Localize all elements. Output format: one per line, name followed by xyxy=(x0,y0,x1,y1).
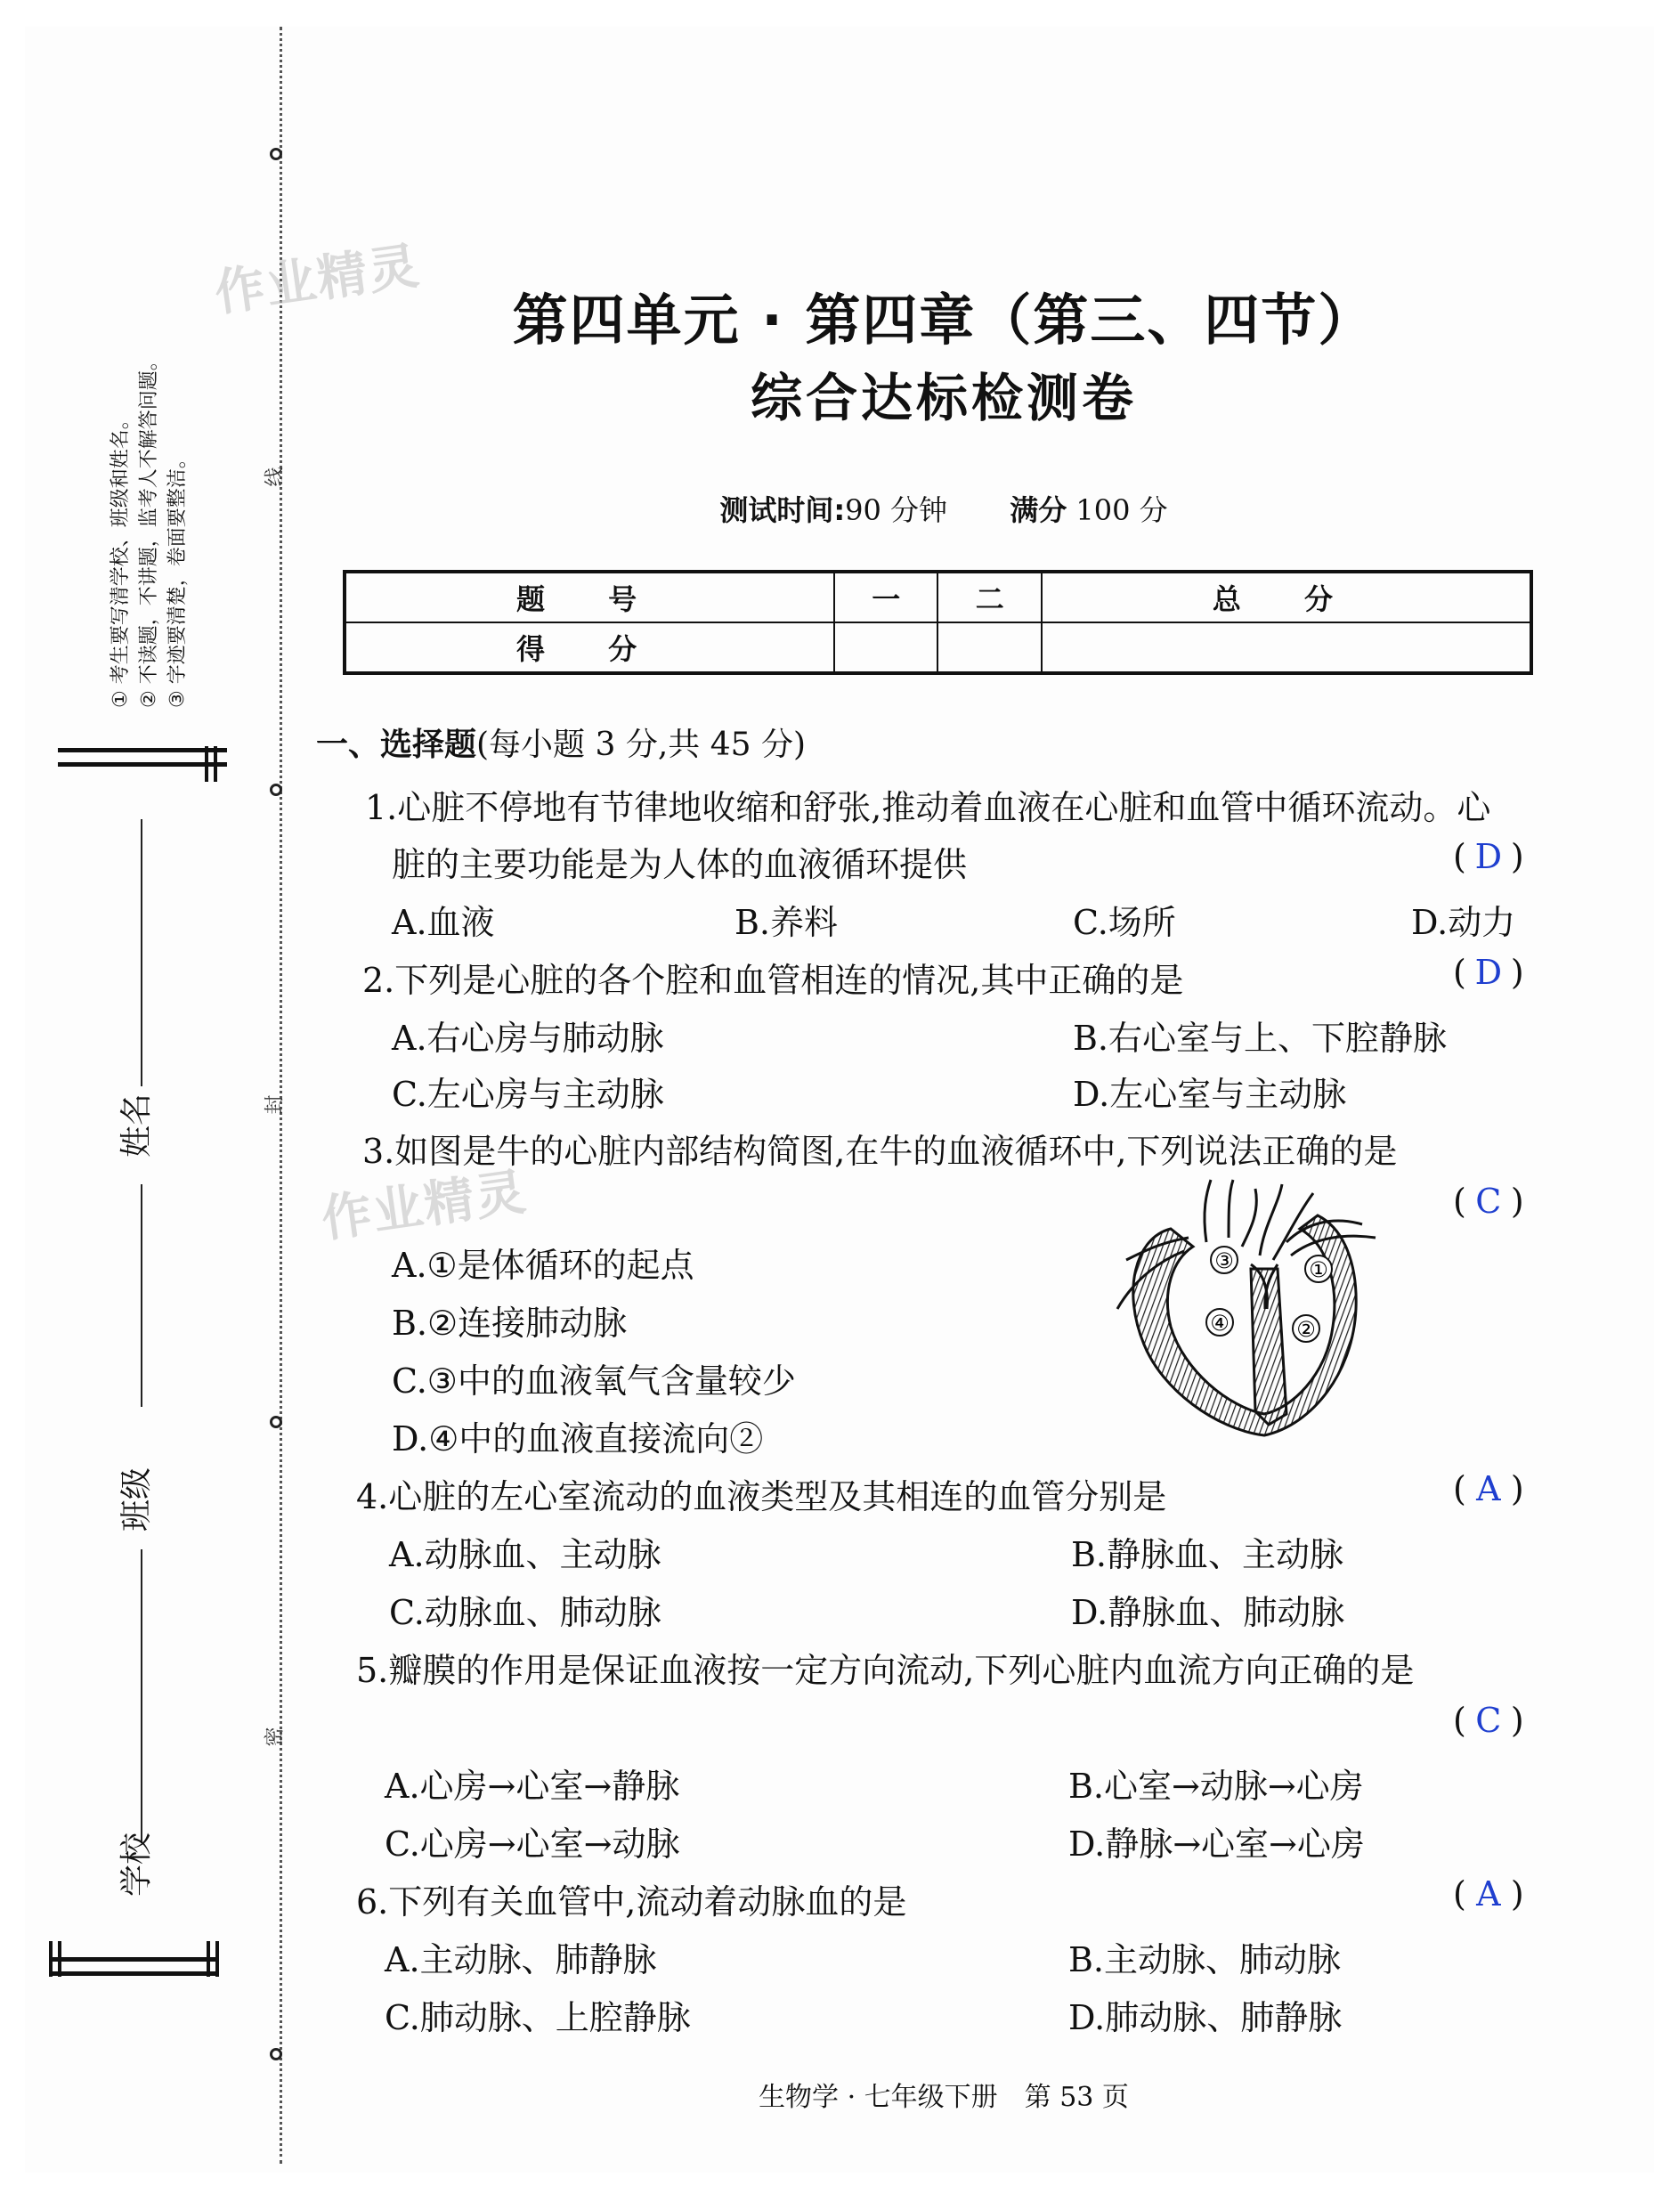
margin-double-bar xyxy=(58,762,227,767)
page-title-line1: 第四单元 · 第四章（第三、四节） xyxy=(512,288,1376,353)
watermark: 作业精灵 xyxy=(318,1163,532,1249)
question-3-option-b: B.②连接肺动脉 xyxy=(392,1304,628,1343)
question-3-line1: 3.如图是牛的心脏内部结构简图,在牛的血液循环中,下列说法正确的是 xyxy=(362,1132,1398,1171)
binding-hole xyxy=(270,784,282,796)
question-1-option-a: A.血液 xyxy=(392,903,495,942)
margin-double-bar xyxy=(49,1957,218,1962)
question-3-option-d: D.④中的血液直接流向② xyxy=(392,1419,764,1459)
margin-double-bar xyxy=(58,748,227,752)
question-5-option-c: C.心房→心室→动脉 xyxy=(385,1824,680,1864)
class-field-line[interactable] xyxy=(141,1549,142,1843)
margin-bar-mark xyxy=(205,746,208,782)
name-field-label: 姓名 xyxy=(118,1093,155,1158)
question-2-answer: ( D ) xyxy=(1453,953,1524,992)
score-header-cell: 二 xyxy=(937,572,1041,622)
margin-bar-mark xyxy=(207,1941,210,1977)
question-5-option-b: B.心室→动脉→心房 xyxy=(1068,1767,1364,1806)
cut-word-feng: 封 xyxy=(264,1094,287,1115)
cut-word-mi: 密 xyxy=(264,1727,287,1747)
question-4-line1: 4.心脏的左心室流动的血液类型及其相连的血管分别是 xyxy=(356,1477,1167,1516)
name-field-line[interactable] xyxy=(141,819,142,1086)
question-2-option-a: A.右心房与肺动脉 xyxy=(392,1019,664,1058)
exam-meta xyxy=(347,488,1540,529)
score-input-cell[interactable] xyxy=(1042,622,1531,673)
question-6-option-b: B.主动脉、肺动脉 xyxy=(1068,1940,1342,1979)
score-table xyxy=(343,570,1533,675)
question-6-option-c: C.肺动脉、上腔静脉 xyxy=(385,1998,691,2037)
binding-hole xyxy=(270,1416,282,1428)
answer-letter: D xyxy=(1474,953,1503,992)
question-6-option-d: D.肺动脉、肺静脉 xyxy=(1068,1998,1343,2037)
question-2-option-c: C.左心房与主动脉 xyxy=(392,1075,664,1114)
score-table-value-row xyxy=(345,622,1531,673)
watermark: 作业精灵 xyxy=(211,237,425,323)
margin-bar-mark xyxy=(214,746,217,782)
question-6-answer: ( A ) xyxy=(1453,1874,1524,1914)
question-1-option-b: B.养料 xyxy=(734,903,839,942)
heart-diagram xyxy=(1108,1175,1402,1442)
score-header-cell: 总 分 xyxy=(1042,572,1531,622)
binding-hole xyxy=(270,148,282,160)
margin-bar-mark xyxy=(215,1941,219,1977)
answer-letter: A xyxy=(1476,1469,1501,1508)
section-title: 一、选择题 xyxy=(316,727,477,763)
margin-double-bar xyxy=(49,1971,218,1976)
question-2-option-b: B.右心室与上、下腔静脉 xyxy=(1073,1019,1448,1058)
question-1-option-c: C.场所 xyxy=(1073,903,1176,942)
name-field-line[interactable] xyxy=(141,1184,142,1407)
class-field-label: 班级 xyxy=(118,1467,155,1532)
question-1-answer: ( D ) xyxy=(1453,837,1524,876)
question-2-option-d: D.左心室与主动脉 xyxy=(1073,1075,1347,1114)
question-4-option-c: C.动脉血、肺动脉 xyxy=(389,1593,661,1632)
score-label-cell: 得 分 xyxy=(345,622,834,673)
margin-bar-mark xyxy=(49,1941,53,1977)
question-4-option-d: D.静脉血、肺动脉 xyxy=(1071,1593,1345,1632)
answer-letter: C xyxy=(1475,1701,1502,1740)
question-4-option-a: A.动脉血、主动脉 xyxy=(389,1535,661,1574)
margin-bar-mark xyxy=(58,1941,61,1977)
page-footer: 生物学 · 七年级下册 第 53 页 xyxy=(759,2082,1129,2113)
cut-word-xian: 线 xyxy=(264,467,287,487)
answer-letter: C xyxy=(1475,1182,1502,1221)
question-3-option-a: A.①是体循环的起点 xyxy=(392,1246,694,1285)
figure-label-2: ② xyxy=(1296,1317,1316,1342)
note-2: ② 不读题，不讲题，监考人不解答问题。 xyxy=(138,351,160,708)
score-header-cell: 题 号 xyxy=(345,572,834,622)
answer-letter: D xyxy=(1474,837,1503,876)
question-6-option-a: A.主动脉、肺静脉 xyxy=(385,1940,657,1979)
school-field-label: 学校 xyxy=(118,1832,155,1897)
score-table-header-row xyxy=(345,572,1531,622)
note-1: ① 考生要写清学校、班级和姓名。 xyxy=(110,410,132,708)
question-1-option-d: D.动力 xyxy=(1411,903,1516,942)
exam-notes xyxy=(107,351,192,708)
score-input-cell[interactable] xyxy=(937,622,1041,673)
score-input-cell[interactable] xyxy=(834,622,937,673)
figure-label-1: ① xyxy=(1309,1257,1328,1282)
score-header-cell: 一 xyxy=(834,572,937,622)
question-5-option-a: A.心房→心室→静脉 xyxy=(385,1767,680,1806)
figure-label-4: ④ xyxy=(1210,1311,1230,1336)
question-3-option-c: C.③中的血液氧气含量较少 xyxy=(392,1361,796,1401)
question-6-line1: 6.下列有关血管中,流动着动脉血的是 xyxy=(356,1882,907,1922)
question-5-line1: 5.瓣膜的作用是保证血液按一定方向流动,下列心脏内血流方向正确的是 xyxy=(356,1651,1415,1690)
question-1-line1: 1.心脏不停地有节律地收缩和舒张,推动着血液在心脏和血管中循环流动。心 xyxy=(365,788,1491,827)
binding-hole xyxy=(270,2048,282,2060)
question-4-answer: ( A ) xyxy=(1453,1469,1524,1508)
note-3: ③ 字迹要清楚，卷面要整洁。 xyxy=(166,449,189,708)
time-value: 90 分钟 xyxy=(845,493,948,527)
section-note: (每小题 3 分,共 45 分) xyxy=(476,727,807,763)
question-4-option-b: B.静脉血、主动脉 xyxy=(1071,1535,1344,1574)
full-score-label: 满分 xyxy=(1010,493,1067,527)
full-score-value: 100 分 xyxy=(1075,493,1168,527)
figure-label-3: ③ xyxy=(1214,1248,1234,1273)
section-heading xyxy=(316,719,806,765)
question-2-line1: 2.下列是心脏的各个腔和血管相连的情况,其中正确的是 xyxy=(362,961,1184,1000)
question-5-answer: ( C ) xyxy=(1453,1701,1524,1740)
question-1-line2: 脏的主要功能是为人体的血液循环提供 xyxy=(392,845,968,884)
question-3-answer: ( C ) xyxy=(1453,1182,1524,1221)
answer-letter: A xyxy=(1476,1874,1501,1914)
page-title-line2: 综合达标检测卷 xyxy=(750,368,1137,428)
time-label: 测试时间: xyxy=(719,493,846,527)
question-5-option-d: D.静脉→心室→心房 xyxy=(1068,1824,1365,1864)
